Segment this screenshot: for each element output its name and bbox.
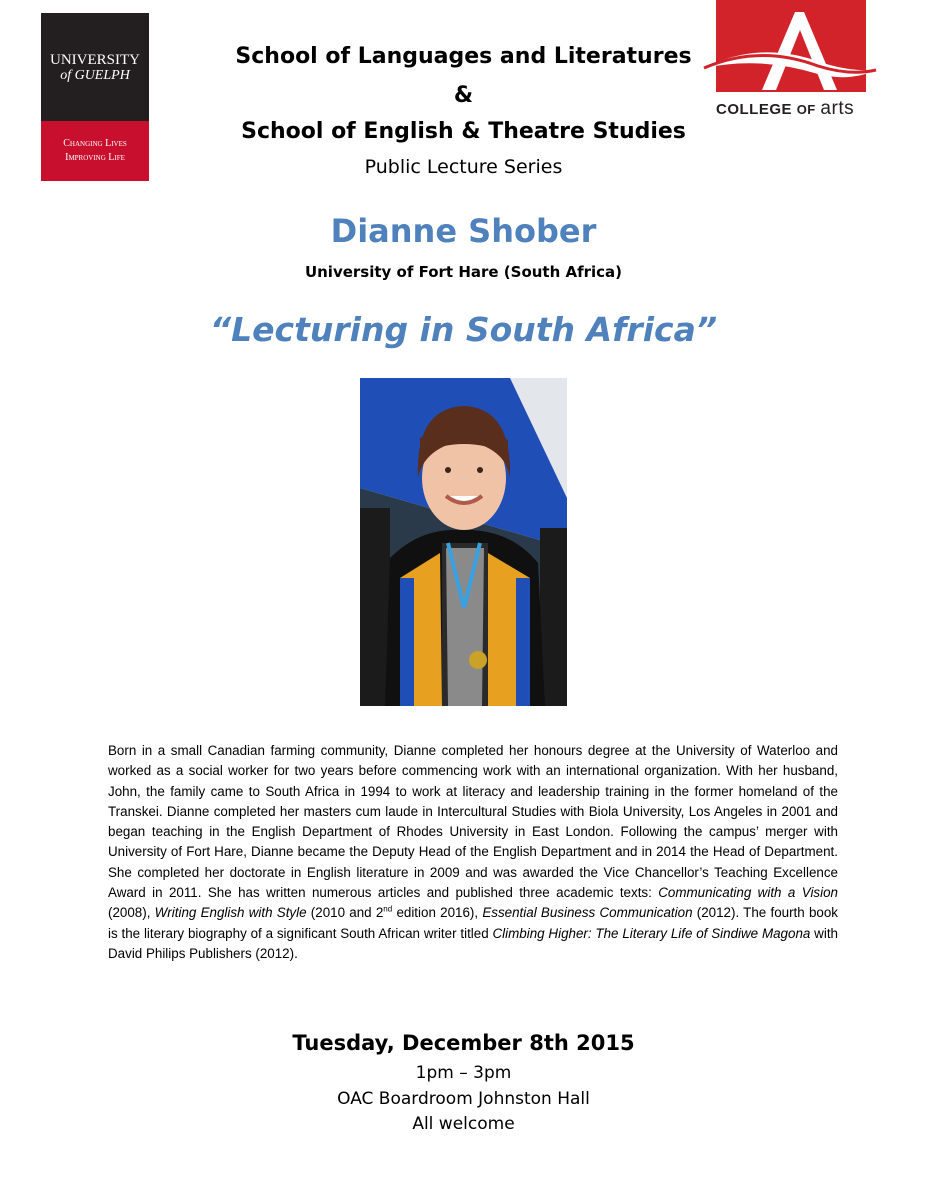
bio-book-title: Communicating with a Vision [658,885,838,901]
header-line-1: School of Languages and Literatures [235,44,692,69]
bio-text: (2010 and 2 [306,905,384,921]
header-ampersand: & [453,83,474,108]
speaker-photo-illustration [360,378,567,706]
speaker-name: Dianne Shober [330,212,597,250]
bio-text: (2008), [108,905,155,921]
college-label-college: COLLEGE [716,101,793,118]
logo-tagline-line1: Changing Lives [63,138,127,149]
speaker-affiliation: University of Fort Hare (South Africa) [304,263,623,281]
bio-book-title: Climbing Higher: The Literary Life of Sindiwe Magona [492,925,811,941]
bio-book-title: Essential Business Communication [482,905,693,921]
bio-superscript: nd [383,904,393,914]
logo-tagline-line2: Improving Life [65,152,125,163]
bio-text: Born in a small Canadian farming community, Dianne completed her honours degree at the University of Waterloo and worked as a social worker for two years before commencing work with an international organization. With her husband, John, the family came to South Africa in 1994 to work at literacy and leadership training in the former homeland of the Transkei. Dianne completed her masters cum laude in Intercultural Studies with Biola University, Los Angeles in 2001 and began teaching in the English Department of Rhodes University in East London. Following the campus’ merger with University of Fort Hare, Dianne became the Deputy Head of the English Department and in 2014 the Head of Department. She completed her doctorate in English literature in 2009 and was awarded the Vice Chancellor’s Teaching Excellence Award in 2011. She has written numerous articles and published three academic texts: [108,743,838,901]
logo-name-line2: of GUELPH [60,68,130,83]
speaker-biography [108,741,838,964]
header-line-3: School of English & Theatre Studies [241,119,686,144]
bio-text: (2012). The fourth book is the literary biography of a significant South African writer titled [108,905,838,941]
event-note: All welcome [412,1114,515,1134]
event-time: 1pm – 3pm [415,1063,512,1083]
event-date: Tuesday, December 8th 2015 [292,1031,635,1055]
bio-book-title: Writing English with Style [154,905,307,921]
speaker-photo [360,378,567,706]
event-location: OAC Boardroom Johnston Hall [337,1089,590,1109]
logo-name-line1: UNIVERSITY [50,52,140,68]
college-label-arts: arts [820,98,855,119]
lecture-series-label: Public Lecture Series [364,156,563,178]
college-label-of: OF [796,102,816,117]
lecture-title: “Lecturing in South Africa” [209,310,718,349]
bio-text: with David Philips Publishers (2012). [108,925,838,961]
bio-text: edition 2016), [392,905,483,921]
